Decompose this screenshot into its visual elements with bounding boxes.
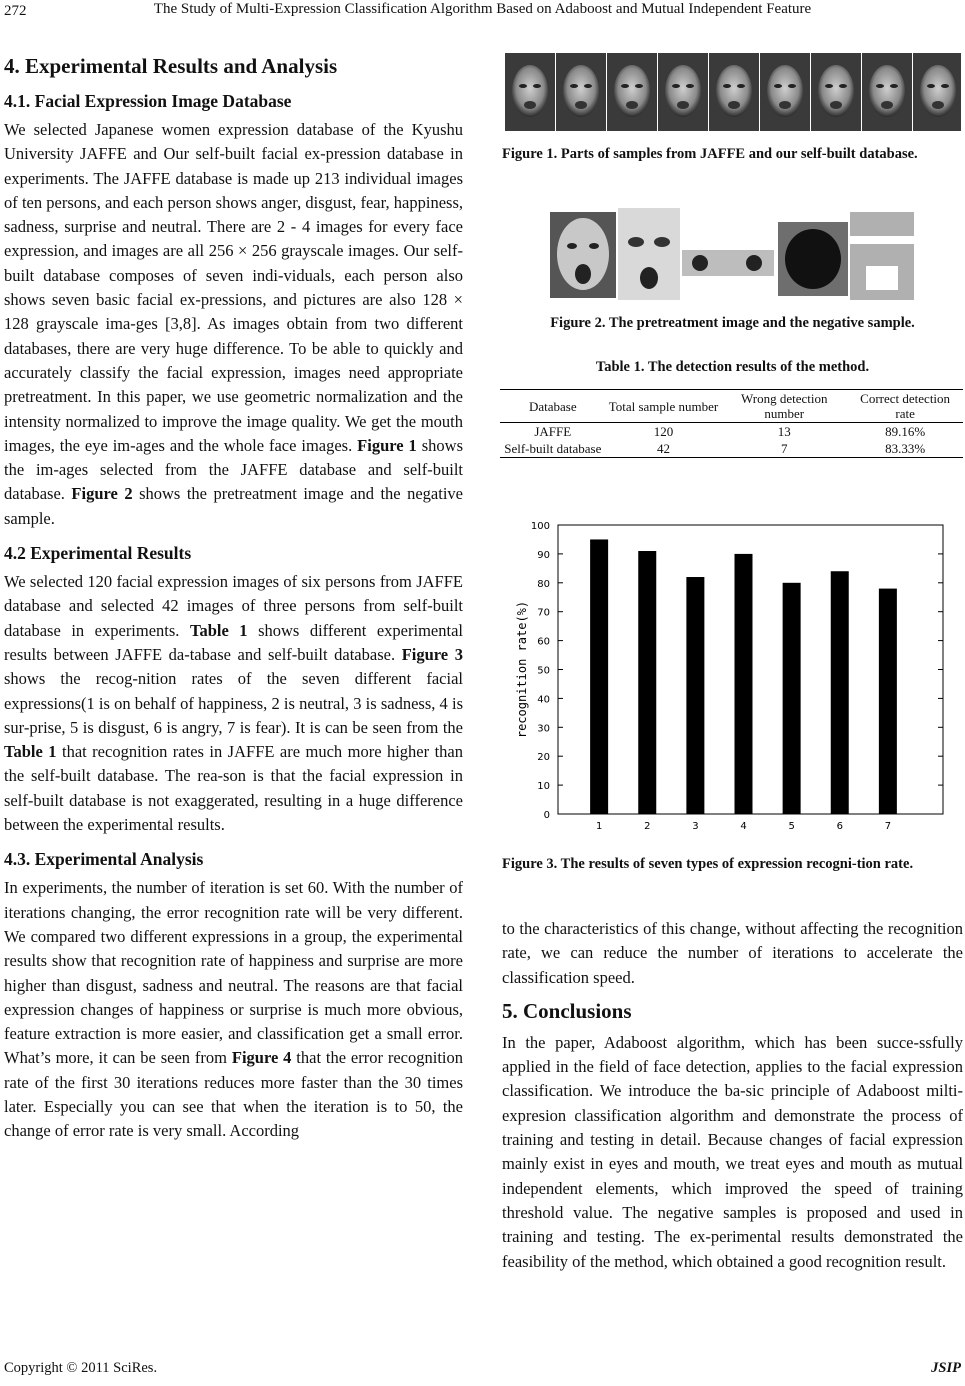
figure-2-ref: Figure 2 [71, 484, 133, 504]
figure-1-image [505, 53, 961, 131]
y-tick-label: 60 [537, 636, 550, 648]
table-cell: 83.33% [847, 440, 963, 458]
figure-1-ref: Figure 1 [357, 435, 417, 455]
bar [783, 583, 801, 814]
table-cell: 89.16% [885, 424, 926, 439]
y-tick-label: 50 [537, 665, 550, 677]
text-run: that recognition rates in JAFFE are much more higher than the self-built database. The rea-son is that the facial expression in self-built database is not exaggerated, resulting in a huge difference between the experimental results. [4, 742, 463, 835]
table-row [500, 440, 963, 458]
bar-chart [508, 508, 953, 840]
bar [686, 577, 704, 814]
bar [831, 571, 849, 814]
section-4-2-title: 4.2 Experimental Results [4, 543, 192, 564]
figure-3-caption: Figure 3. The results of seven types of expression recogni-tion rate. [502, 856, 914, 872]
table-1 [500, 389, 963, 458]
x-tick-label: 5 [788, 821, 795, 832]
x-tick-label: 7 [884, 821, 892, 832]
text-run: shows the im-ages selected from the JAFFE database and self-built database. [4, 435, 463, 504]
table-header-cell: Correct detection rate [847, 390, 963, 423]
text-run: In experiments, the number of iteration is set 60. With the number of iterations changing, the error recognition rate will be very different. We compared two different expressions in a group, the experimental results show that recognition rate of happiness and surprise are more higher than disgust, sadness and neutral. The reasons are that facial expression changes of happiness or surprise is much more obvious, feature extraction is more easier, and classification get a small error. What’s more, it can be seen from [4, 878, 463, 1068]
figure-1-caption: Figure 1. Parts of samples from JAFFE and our self-built database. [502, 146, 918, 162]
table-header-cell: Database [500, 390, 606, 423]
section-4-3-title: 4.3. Experimental Analysis [4, 849, 204, 870]
y-tick-label: 90 [537, 549, 550, 561]
figure-2-caption: Figure 2. The pretreatment image and the negative sample. [550, 315, 915, 331]
continued-paragraph: to the characteristics of this change, without affecting the recognition rate, we can reduce the number of iterations to accelerate the classification speed. [502, 919, 963, 987]
pretreatment-samples [550, 208, 916, 300]
table-cell: 120 [653, 424, 674, 439]
y-tick-label: 10 [537, 781, 550, 793]
table-1-ref: Table 1 [189, 620, 248, 640]
table-1-caption: Table 1. The detection results of the method. [595, 359, 870, 375]
y-tick-label: 70 [537, 607, 550, 619]
section-4-title: 4. Experimental Results and Analysis [4, 54, 338, 78]
page-number: 272 [4, 3, 27, 19]
bar [735, 554, 753, 814]
table-1-ref: Table 1 [4, 742, 57, 762]
bar [590, 539, 608, 814]
bar [638, 551, 656, 814]
journal-abbrev: JSIP [931, 1360, 961, 1376]
x-tick-label: 4 [740, 821, 747, 832]
text-run: that the error recognition rate of the first 30 iterations reduces more faster than the 30 times later. Especially you can see that when the iteration is to 50, the change of error rate is very small. According [4, 1048, 463, 1141]
text-run: shows the pretreatment image and the negative sample. [4, 484, 463, 528]
running-header [4, 0, 961, 22]
y-tick-label: 30 [537, 723, 550, 735]
text-run: We selected Japanese women expression database of the Kyushu University JAFFE and Our self-built facial ex-pression database in experiments. The JAFFE database is made up 213 individual images of ten persons, and each person shows anger, disgust, fear, happiness, sadness, surprise and neutral. There are 2 - 4 images for every face expression, and images are all 256 × 256 grayscale images. Our self-built database composes of seven indi-viduals, each person also shows seven basic facial ex-pressions, and pictures are also 128 × 128 grayscale ima-ges [3,8]. As images obtain from two different databases, there are very huge difference. To be able to quickly and accurately classify the facial expression, images need appropriate pretreatment. In this paper, we use geometric normalization and the intensity normalized to improve the image quality. We get the mouth images, the eye im-ages and the whole face images. [4, 120, 463, 455]
y-tick-label: 40 [537, 694, 550, 706]
x-tick-label: 1 [595, 821, 603, 832]
footer [4, 1360, 961, 1377]
section-5-paragraph: In the paper, Adaboost algorithm, which has been succe-ssfully applied in the field of face detection, applies to the facial expression classification. We introduce the ba-sic principle of Adaboost milti-expresion classification algorithm and demonstrate the process of training and testing in detail. Because changes of facial expression mainly exist in eyes and mouth, we treat eyes and mouth as mutual independent elements, which improved the speed of training threshold value. The negative samples is proposed and used in training and testing. The ex-perimental results demonstrated the feasibility of the method, which obtained a good recognition result. [502, 1032, 963, 1271]
face-samples-row [505, 53, 961, 131]
table-cell: JAFFE [534, 424, 572, 439]
y-tick-label: 0 [543, 810, 550, 821]
y-axis-label: recognition rate(%) [515, 600, 529, 739]
x-tick-label: 3 [692, 821, 699, 832]
table-header-cell: Total sample number [606, 390, 722, 423]
x-tick-label: 6 [836, 821, 843, 832]
text-run: We selected 120 facial expression images of six persons from JAFFE database and selected 42 images of three persons from self-built database in experiments. [4, 572, 463, 640]
text-run: shows the recog-nition rates of the seven different facial expressions(1 is on behalf of happiness, 2 is neutral, 3 is sadness, 4 is sur-prise, 5 is disgust, 6 is angry, 7 is fear). It is can be seen from the [4, 669, 463, 737]
figure-3-chart [508, 508, 953, 840]
table-cell: 7 [721, 440, 847, 458]
y-tick-label: 80 [537, 578, 550, 590]
figure-4-ref: Figure 4 [231, 1048, 292, 1068]
figure-3-ref: Figure 3 [401, 644, 463, 664]
running-title: The Study of Multi-Expression Classification Algorithm Based on Adaboost and Mutual Independent Feature [153, 1, 812, 17]
table-row [500, 423, 963, 441]
table-cell: 13 [777, 424, 791, 439]
left-column [4, 50, 463, 1144]
right-column-text [502, 917, 963, 1274]
section-4-1-paragraph [4, 118, 463, 531]
section-4-1-title: 4.1. Facial Expression Image Database [4, 91, 292, 111]
table-header-row [500, 390, 963, 423]
y-tick-label: 20 [537, 752, 550, 764]
section-5-title: 5. Conclusions [502, 998, 632, 1023]
y-tick-label: 100 [530, 521, 550, 532]
bar [879, 589, 897, 814]
text-run: shows different experimental results between JAFFE da-tabase and self-built database. [4, 620, 463, 664]
figure-2-image [550, 208, 916, 300]
table-header-cell: Wrong detection number [721, 390, 847, 423]
copyright: Copyright © 2011 SciRes. [4, 1360, 158, 1376]
table-cell: Self-built database [500, 440, 606, 458]
x-tick-label: 2 [644, 821, 651, 832]
section-4-2-paragraph [4, 570, 463, 837]
section-4-3-paragraph [4, 876, 463, 1143]
table-cell: 42 [606, 440, 722, 458]
